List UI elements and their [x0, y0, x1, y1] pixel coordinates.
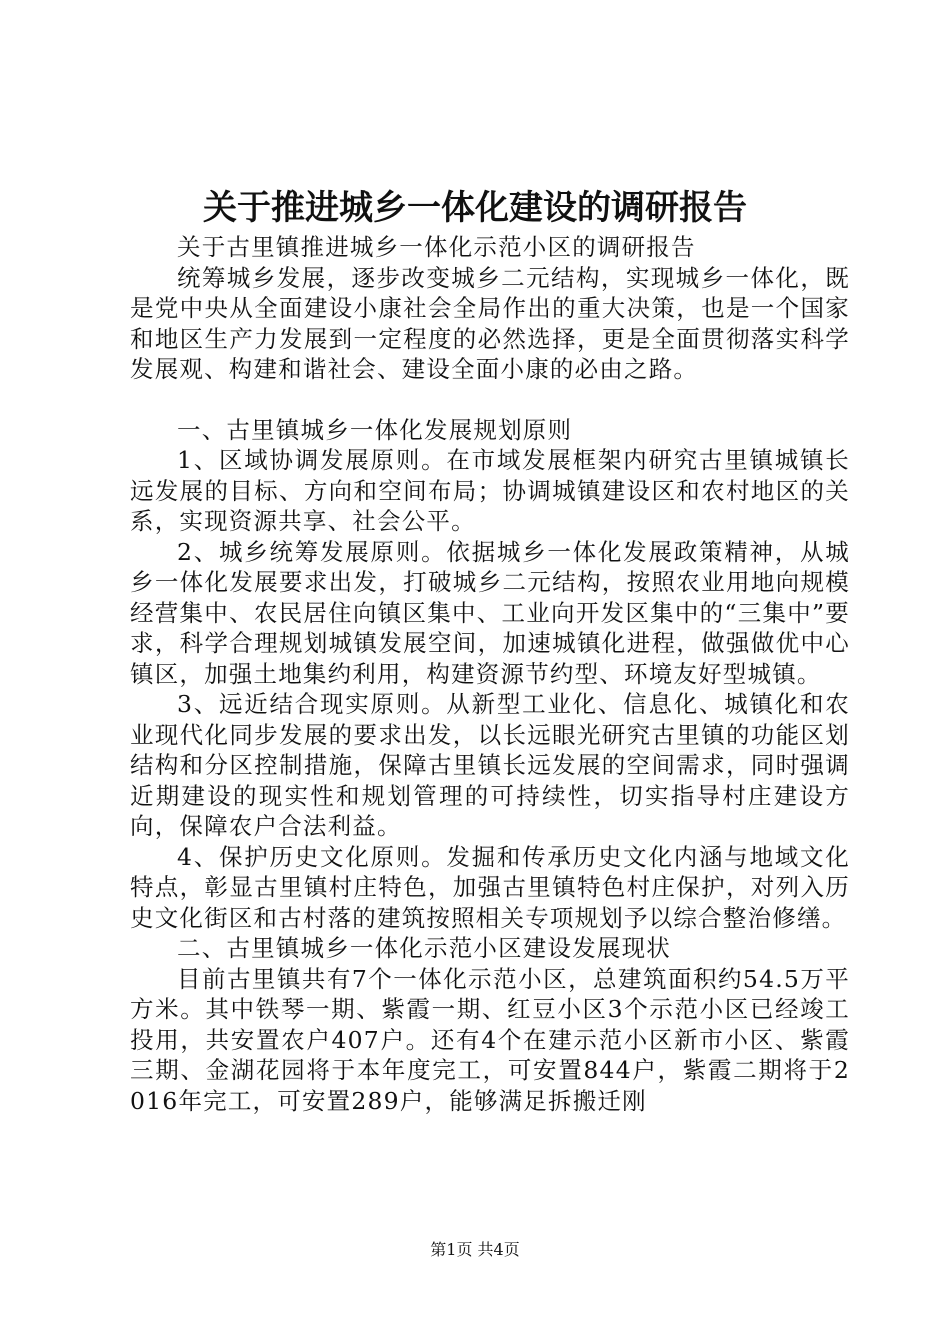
- page-footer: 第1页 共4页: [430, 1240, 520, 1259]
- document-title: 关于推进城乡一体化建设的调研报告: [203, 188, 747, 228]
- status-paragraph: 目前古里镇共有7个一体化示范小区，总建筑面积约54.5万平方米。其中铁琴一期、紫霞一期、红豆小区3个示范小区已经竣工投用，共安置农户407户。还有4个在建示范小区新市小区、紫霞三期、金湖花园将于本年度完工，可安置844户，紫霞二期将于2016年完工，可安置289户，能够满足拆搬迁刚: [130, 964, 850, 1115]
- report-subtitle: 关于古里镇推进城乡一体化示范小区的调研报告: [177, 233, 696, 261]
- intro-paragraph: 统筹城乡发展，逐步改变城乡二元结构，实现城乡一体化，既是党中央从全面建设小康社会全局作出的重大决策，也是一个国家和地区生产力发展到一定程度的必然选择，更是全面贯彻落实科学发展观、构建和谐社会、建设全面小康的必由之路。: [130, 263, 850, 383]
- principle-2-paragraph: 2、城乡统筹发展原则。依据城乡一体化发展政策精神，从城乡一体化发展要求出发，打破城乡二元结构，按照农业用地向规模经营集中、农民居住向镇区集中、工业向开发区集中的“三集中”要求，科学合理规划城镇发展空间，加速城镇化进程，做强做优中心镇区，加强土地集约利用，构建资源节约型、环境友好型城镇。: [130, 537, 850, 688]
- section-heading-1: 一、古里镇城乡一体化发展规划原则: [177, 415, 573, 444]
- document-body: [130, 232, 850, 1116]
- principle-3-paragraph: 3、远近结合现实原则。从新型工业化、信息化、城镇化和农业现代化同步发展的要求出发，以长远眼光研究古里镇的功能区划结构和分区控制措施，保障古里镇长远发展的空间需求，同时强调近期建设的现实性和规划管理的可持续性，切实指导村庄建设方向，保障农户合法利益。: [130, 690, 850, 840]
- principle-1-paragraph: 1、区域协调发展原则。在市域发展框架内研究古里镇城镇长远发展的目标、方向和空间布局；协调城镇建设区和农村地区的关系，实现资源共享、社会公平。: [130, 446, 850, 535]
- principle-4-paragraph: 4、保护历史文化原则。发掘和传承历史文化内涵与地域文化特点，彰显古里镇村庄特色，加强古里镇特色村庄保护，对列入历史文化街区和古村落的建筑按照相关专项规划予以综合整治修缮。: [130, 842, 850, 932]
- section-heading-2: 二、古里镇城乡一体化示范小区建设发展现状: [177, 934, 671, 962]
